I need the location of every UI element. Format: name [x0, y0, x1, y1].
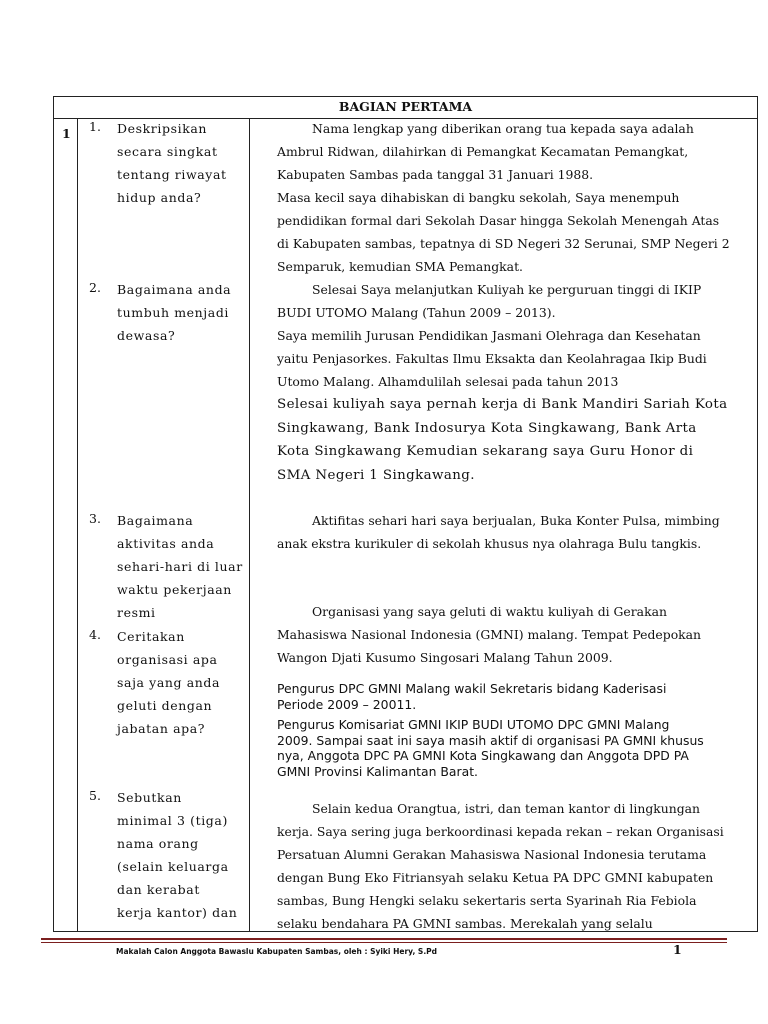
column-divider — [77, 118, 78, 931]
question-number: 1. — [89, 119, 101, 134]
question-text: Bagaimana anda tumbuh menjadi dewasa? — [117, 282, 232, 343]
answer-paragraph: Selain kedua Orangtua, istri, dan teman kantor di lingkungan kerja. Saya sering juga berkoordinasi kepada rekan – rekan Organisasi Persatuan Alumni Gerakan Mahasiswa Nasional Indonesia terutama dengan Bung Eko Fitriansyah selaku Ketua PA DPC GMNI kabupaten sambas, Bung Hengki selaku sekertaris serta Syarinah Ria Febiola selaku bendahara PA GMNI sambas. Merekalah yang selalu — [277, 801, 724, 931]
question-number: 3. — [89, 511, 101, 526]
answer-paragraph: Pengurus Komisariat GMNI IKIP BUDI UTOMO DPC GMNI Malang 2009. Sampai saat ini saya masih aktif di organisasi PA GMNI khusus nya, Anggota DPC PA GMNI Kota Singkawang dan Anggota DPD PA GMNI Provinsi Kalimantan Barat. — [277, 717, 704, 779]
question-text: Sebutkan minimal 3 (tiga) nama orang (selain keluarga dan kerabat kerja kantor) dan — [117, 790, 238, 920]
footer-text: Makalah Calon Anggota Bawaslu Kabupaten Sambas, oleh : Syiki Hery, S.Pd — [116, 947, 438, 956]
section-title: BAGIAN PERTAMA — [54, 97, 757, 119]
answer-paragraph: Masa kecil saya dihabiskan di bangku sekolah, Saya menempuh pendidikan formal dari Sekolah Dasar hingga Sekolah Menengah Atas di Kabupaten sambas, tepatnya di SD Negeri 32 Serunai, SMP Negeri 2 Semparuk, kemudian SMA Pemangkat. — [277, 190, 730, 274]
question-number: 5. — [89, 788, 101, 803]
question-number: 2. — [89, 280, 101, 295]
answer-paragraph: Saya memilih Jurusan Pendidikan Jasmani Olehraga dan Kesehatan yaitu Penjasorkes. Fakultas Ilmu Eksakta dan Keolahragaa Ikip Budi Utomo Malang. Alhamdulilah selesai pada tahun 2013 — [277, 328, 707, 389]
answer-paragraph: Selesai Saya melanjutkan Kuliyah ke perguruan tinggi di IKIP BUDI UTOMO Malang (Tahun 2009 – 2013). — [277, 282, 702, 320]
row-number: 1 — [62, 126, 71, 141]
answer-paragraph: Aktifitas sehari hari saya berjualan, Buka Konter Pulsa, mimbing anak ekstra kurikuler di sekolah khusus nya olahraga Bulu tangkis. — [277, 513, 720, 551]
question-number: 4. — [89, 627, 101, 642]
question-text: Ceritakan organisasi apa saja yang anda geluti dengan jabatan apa? — [117, 629, 221, 736]
answer-paragraph: Selesai kuliyah saya pernah kerja di Bank Mandiri Sariah Kota Singkawang, Bank Indosurya Kota Singkawang, Bank Arta Kota Singkawang Kemudian sekarang saya Guru Honor di SMA Negeri 1 Singkawang. — [277, 397, 728, 483]
footer-rule — [41, 938, 727, 940]
question-text: Bagaimana aktivitas anda sehari-hari di luar waktu pekerjaan resmi — [117, 513, 243, 620]
footer-rule — [41, 942, 727, 943]
page-number: 1 — [673, 942, 682, 957]
answer-paragraph: Pengurus DPC GMNI Malang wakil Sekretaris bidang Kaderisasi Periode 2009 – 20011. — [277, 681, 667, 712]
answer-paragraph: Nama lengkap yang diberikan orang tua kepada saya adalah Ambrul Ridwan, dilahirkan di Pemangkat Kecamatan Pemangkat, Kabupaten Sambas pada tanggal 31 Januari 1988. — [277, 121, 694, 182]
question-text: Deskripsikan secara singkat tentang riwayat hidup anda? — [117, 121, 227, 205]
answer-paragraph: Organisasi yang saya geluti di waktu kuliyah di Gerakan Mahasiswa Nasional Indonesia (GMNI) malang. Tempat Pedepokan Wangon Djati Kusumo Singosari Malang Tahun 2009. — [277, 604, 702, 665]
